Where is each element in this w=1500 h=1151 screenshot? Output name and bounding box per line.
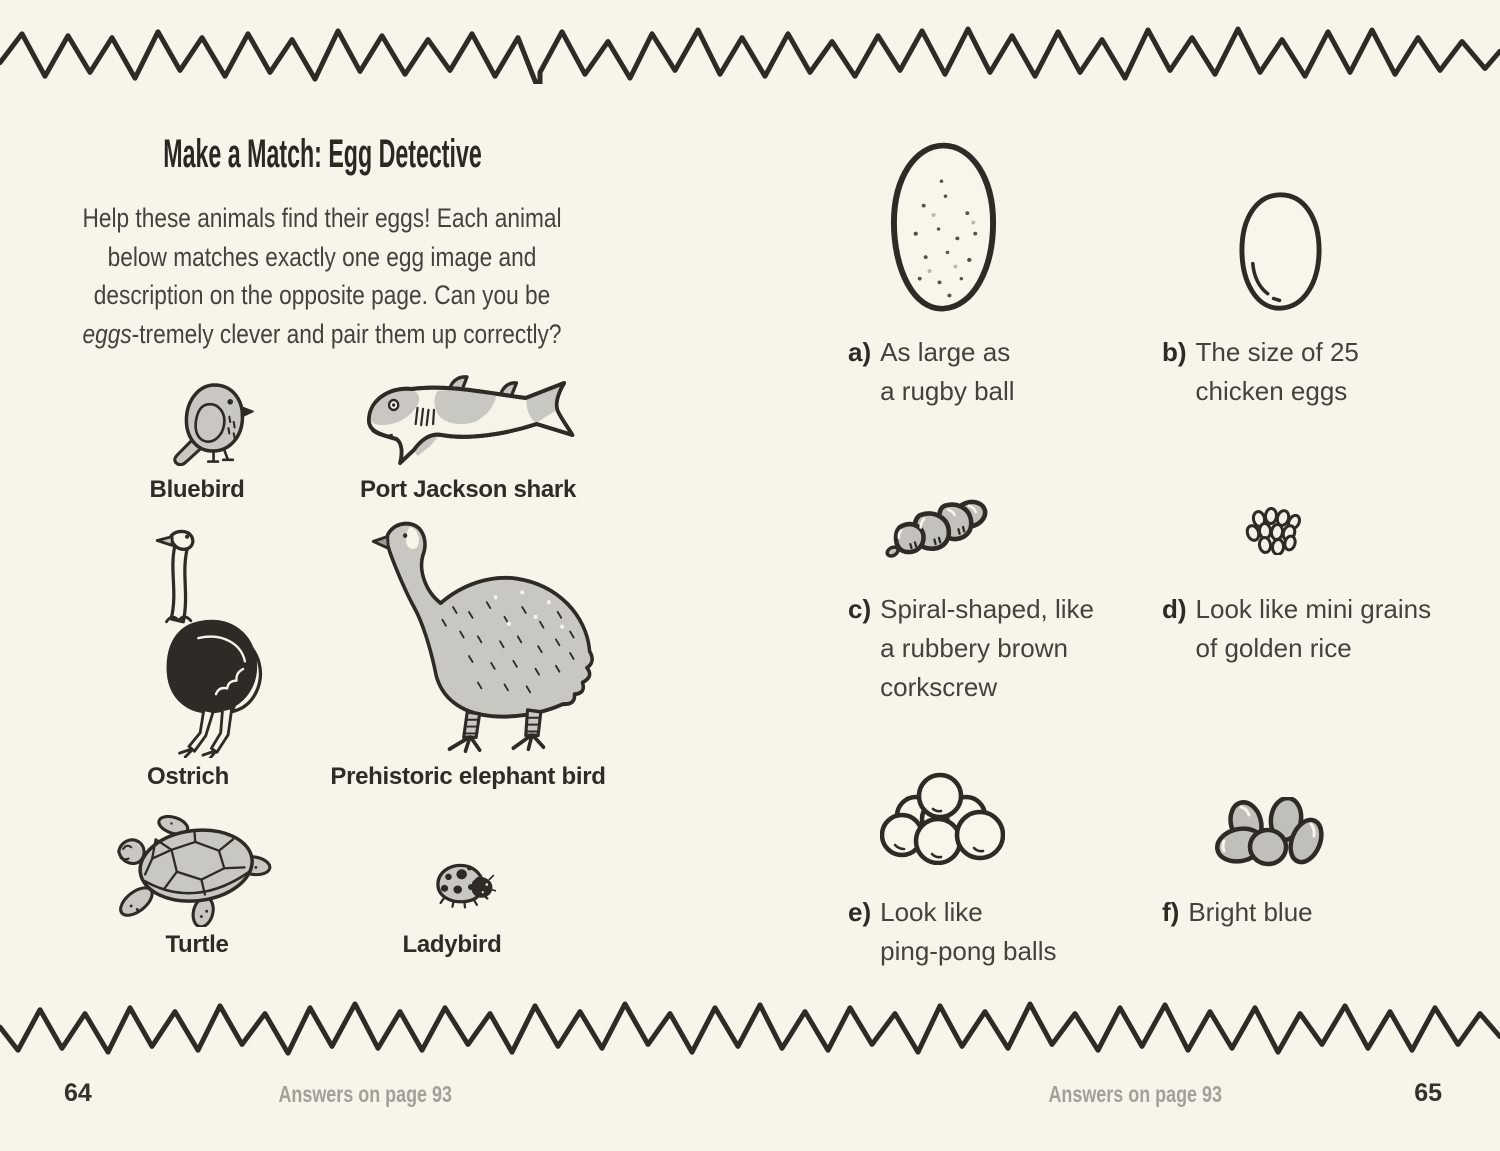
egg-d-description	[1162, 590, 1431, 668]
egg-a-lines: As large as a rugby ball	[880, 337, 1015, 406]
elephant-bird-label: Prehistoric elephant bird	[330, 763, 606, 790]
egg-d-illustration	[1245, 507, 1305, 555]
egg-a-letter: a)	[848, 337, 872, 367]
egg-c-letter: c)	[848, 594, 872, 624]
turtle-label: Turtle	[165, 931, 229, 958]
answers-note-right: Answers on page 93	[1048, 1081, 1222, 1107]
egg-a-description	[848, 333, 1015, 411]
intro-line: description on the opposite page. Can you be	[93, 280, 551, 310]
egg-f-illustration	[1214, 797, 1330, 867]
port-jackson-shark-label: Port Jackson shark	[359, 476, 577, 503]
egg-e-letter: e)	[848, 897, 872, 927]
ladybird-label: Ladybird	[402, 931, 502, 958]
page-number-left: 64	[64, 1079, 92, 1107]
egg-c-description	[848, 590, 1094, 707]
bluebird-label: Bluebird	[149, 476, 245, 503]
egg-c-lines: Spiral-shaped, like a rubbery brown corkscrew	[880, 594, 1095, 702]
intro-line: eggs-tremely clever and pair them up correctly?	[82, 318, 562, 349]
egg-e-illustration	[880, 771, 1005, 865]
egg-d-lines: Look like mini grains of golden rice	[1195, 594, 1432, 663]
egg-f-description	[1162, 893, 1313, 932]
egg-d-letter: d)	[1162, 594, 1187, 624]
egg-e-lines: Look like ping-pong balls	[880, 897, 1057, 966]
egg-b-illustration	[1236, 190, 1325, 314]
egg-f-letter: f)	[1162, 897, 1180, 927]
ostrich-label: Ostrich	[147, 763, 229, 790]
egg-f-lines: Bright blue	[1188, 897, 1313, 927]
egg-c-illustration	[884, 496, 990, 559]
egg-e-description	[848, 893, 1056, 971]
egg-b-letter: b)	[1162, 337, 1187, 367]
egg-a-illustration	[884, 140, 1003, 318]
page-title-text: Make a Match: Egg Detective	[163, 132, 482, 176]
intro-line: Help these animals find their eggs! Each animal	[82, 203, 562, 233]
egg-b-lines: The size of 25 chicken eggs	[1195, 337, 1359, 406]
answers-note-left: Answers on page 93	[278, 1081, 452, 1107]
intro-line: below matches exactly one egg image and	[107, 241, 537, 272]
page-number-right: 65	[1414, 1079, 1442, 1107]
egg-b-description	[1162, 333, 1359, 411]
